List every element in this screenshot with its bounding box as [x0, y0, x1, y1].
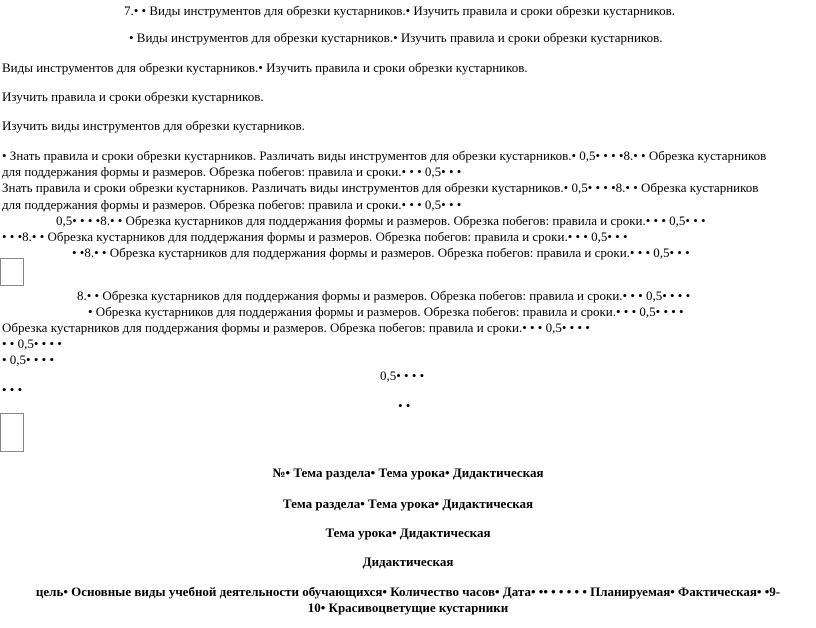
line-12: • •8.• • Обрезка кустарников для поддержания формы и размеров. Обрезка побегов: правила и сроки.• • • 0,5• • •	[72, 245, 690, 260]
line-3: Виды инструментов для обрезки кустарников.• Изучить правила и сроки обрезки кустарников.	[2, 60, 528, 75]
footer-line-1: цель• Основные виды учебной деятельности обучающихся• Количество часов• Дата• •• • • • • • Планируемая• Фактическая• •9-	[35, 584, 781, 599]
line-11: • • •8.• • Обрезка кустарников для поддержания формы и размеров. Обрезка побегов: правила и сроки.• • • 0,5• • •	[2, 229, 628, 244]
header-line-4: Дидактическая	[362, 554, 454, 569]
line-2: • Виды инструментов для обрезки кустарников.• Изучить правила и сроки обрезки кустарников.	[129, 30, 663, 45]
line-6: • Знать правила и сроки обрезки кустарников. Различать виды инструментов для обрезки кустарников.• 0,5• • • •8.• • Обрезка кустарников	[2, 148, 767, 163]
line-7: для поддержания формы и размеров. Обрезка побегов: правила и сроки.• • • 0,5• • •	[2, 164, 462, 179]
line-18: 0,5• • • •	[380, 368, 425, 383]
line-17: • 0,5• • • •	[2, 352, 55, 367]
line-8: Знать правила и сроки обрезки кустарников. Различать виды инструментов для обрезки кустарников.• 0,5• • • •8.• • Обрезка кустарников	[2, 180, 759, 195]
header-line-1: №• Тема раздела• Тема урока• Дидактическая	[272, 465, 544, 480]
line-1: 7.• • Виды инструментов для обрезки кустарников.• Изучить правила и сроки обрезки кустарников.	[124, 3, 676, 18]
line-14: • Обрезка кустарников для поддержания формы и размеров. Обрезка побегов: правила и сроки.• • • 0,5• • • •	[88, 304, 684, 319]
footer-line-2: 10• Красивоцветущие кустарники	[307, 600, 509, 615]
line-4: Изучить правила и сроки обрезки кустарников.	[2, 89, 264, 104]
empty-cell-box	[0, 258, 24, 286]
line-13: 8.• • Обрезка кустарников для поддержания формы и размеров. Обрезка побегов: правила и сроки.• • • 0,5• • • •	[77, 288, 691, 303]
line-9: для поддержания формы и размеров. Обрезка побегов: правила и сроки.• • • 0,5• • •	[2, 197, 462, 212]
line-15: Обрезка кустарников для поддержания формы и размеров. Обрезка побегов: правила и сроки.• • • 0,5• • • •	[2, 320, 590, 335]
header-line-2: Тема раздела• Тема урока• Дидактическая	[282, 496, 534, 511]
line-19: • • •	[2, 382, 23, 397]
line-10: 0,5• • • •8.• • Обрезка кустарников для поддержания формы и размеров. Обрезка побегов: правила и сроки.• • • 0,5• • •	[56, 213, 706, 228]
line-20: • •	[398, 398, 411, 413]
empty-cell-box-2	[0, 413, 24, 452]
line-16: • • 0,5• • • •	[2, 336, 62, 351]
line-5: Изучить виды инструментов для обрезки кустарников.	[2, 118, 305, 133]
header-line-3: Тема урока• Дидактическая	[325, 525, 491, 540]
